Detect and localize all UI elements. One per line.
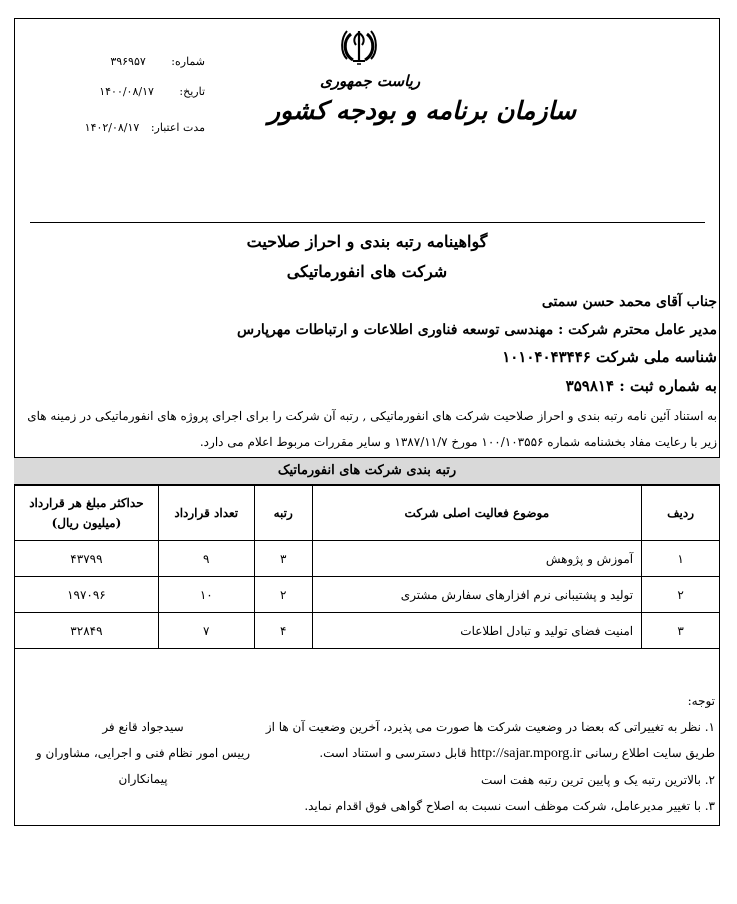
signatory-position-line1: رییس امور نظام فنی و اجرایی، مشاوران و bbox=[35, 746, 251, 760]
cell-rank: ۳ bbox=[254, 541, 312, 577]
date-field bbox=[99, 85, 205, 98]
cell-max-amount: ۴۳۷۹۹ bbox=[15, 541, 159, 577]
addressee: جناب آقای محمد حسن سمتی bbox=[541, 294, 717, 310]
notes-heading: توجه: bbox=[687, 694, 715, 708]
number-field bbox=[110, 55, 205, 68]
national-id: شناسه ملی شرکت ۱۰۱۰۴۰۴۳۴۴۶ bbox=[502, 348, 717, 366]
date-label: تاریخ: bbox=[179, 85, 205, 98]
col-count: تعداد قرارداد bbox=[158, 486, 254, 541]
cell-row: ۳ bbox=[642, 613, 720, 649]
col-max-amount-line1: حداکثر مبلغ هر قرارداد bbox=[29, 496, 144, 510]
number-label: شماره: bbox=[171, 55, 205, 68]
validity-field bbox=[85, 121, 205, 134]
col-row: ردیف bbox=[642, 486, 720, 541]
paragraph-line: زیر با رعایت مفاد بخشنامه شماره ۱۰۰/۱۰۳۵۵۶ مورخ ۱۳۸۷/۱۱/۷ و سایر مقررات مربوط اعلام می دارد. bbox=[199, 435, 717, 449]
table-row bbox=[15, 577, 720, 613]
note-1-line1: ۱. نظر به تغییراتی که بعضا در وضعیت شرکت ها صورت می پذیرد، آخرین وضعیت آن ها از bbox=[265, 720, 715, 734]
table-header-row bbox=[15, 486, 720, 541]
ranking-table bbox=[14, 485, 720, 649]
note-3: ۳. با تغییر مدیرعامل، شرکت موظف است نسبت به اصلاح گواهی فوق اقدام نماید. bbox=[304, 799, 715, 813]
certificate-subtitle: شرکت های انفورماتیکی bbox=[286, 262, 448, 281]
note-1-line2 bbox=[266, 740, 715, 767]
header-divider bbox=[30, 222, 705, 223]
cell-subject: آموزش و پژوهش bbox=[312, 541, 641, 577]
cell-subject: تولید و پشتیبانی نرم افزارهای سفارش مشتری bbox=[312, 577, 641, 613]
col-rank: رتبه bbox=[254, 486, 312, 541]
sajar-url-link[interactable]: http://sajar.mporg.ir bbox=[470, 746, 582, 761]
cell-max-amount: ۳۲۸۴۹ bbox=[15, 613, 159, 649]
table-row bbox=[15, 541, 720, 577]
certificate-title: گواهینامه رتبه بندی و احراز صلاحیت bbox=[246, 232, 488, 251]
note-2: ۲. بالاترین رتبه یک و پایین ترین رتبه هفت است bbox=[480, 773, 715, 787]
cell-rank: ۲ bbox=[254, 577, 312, 613]
signatory-name: سیدجواد قانع فر bbox=[102, 720, 184, 734]
notes-block bbox=[266, 688, 715, 819]
col-subject: موضوع فعالیت اصلی شرکت bbox=[312, 486, 641, 541]
validity-label: مدت اعتبار: bbox=[150, 121, 205, 134]
org-name-logo-text: سازمان برنامه و بودجه کشور bbox=[268, 96, 577, 125]
col-max-amount bbox=[15, 486, 159, 541]
signature-block bbox=[28, 714, 258, 792]
paragraph-line: به استناد آئین نامه رتبه بندی و احراز صلاحیت شرکت های انفورماتیکی , رتبه آن شرکت را برای اجرای پروژه های انفورماتیکی در زمینه های bbox=[27, 409, 717, 423]
org-presidency-logo-text: ریاست جمهوری bbox=[320, 72, 421, 90]
table-row bbox=[15, 613, 720, 649]
date-value: ۱۴۰۰/۰۸/۱۷ bbox=[99, 85, 154, 98]
managing-director: مدیر عامل محترم شرکت : مهندسی توسعه فناوری اطلاعات و ارتباطات مهرپارس bbox=[237, 322, 717, 338]
cell-subject: امنیت فضای تولید و تبادل اطلاعات bbox=[312, 613, 641, 649]
signatory-position-line2: پیمانکاران bbox=[118, 772, 168, 786]
cell-row: ۲ bbox=[642, 577, 720, 613]
number-value: ۳۹۶۹۵۷ bbox=[110, 55, 146, 68]
certificate-paragraph bbox=[27, 403, 717, 455]
col-max-amount-line2: (میلیون ریال) bbox=[51, 516, 122, 530]
cell-count: ۷ bbox=[158, 613, 254, 649]
cell-rank: ۴ bbox=[254, 613, 312, 649]
validity-value: ۱۴۰۲/۰۸/۱۷ bbox=[84, 121, 140, 134]
cell-count: ۹ bbox=[158, 541, 254, 577]
note-1-line2-post: قابل دسترسی و استناد است. bbox=[319, 746, 467, 760]
cell-max-amount: ۱۹۷۰۹۶ bbox=[15, 577, 159, 613]
iran-emblem-icon bbox=[337, 28, 381, 70]
registration-number: به شماره ثبت : ۳۵۹۸۱۴ bbox=[565, 377, 717, 395]
note-1-line2-pre: طریق سایت اطلاع رسانی bbox=[585, 746, 715, 760]
cell-row: ۱ bbox=[642, 541, 720, 577]
cell-count: ۱۰ bbox=[158, 577, 254, 613]
table-caption: رتبه بندی شرکت های انفورماتیک bbox=[14, 457, 720, 485]
